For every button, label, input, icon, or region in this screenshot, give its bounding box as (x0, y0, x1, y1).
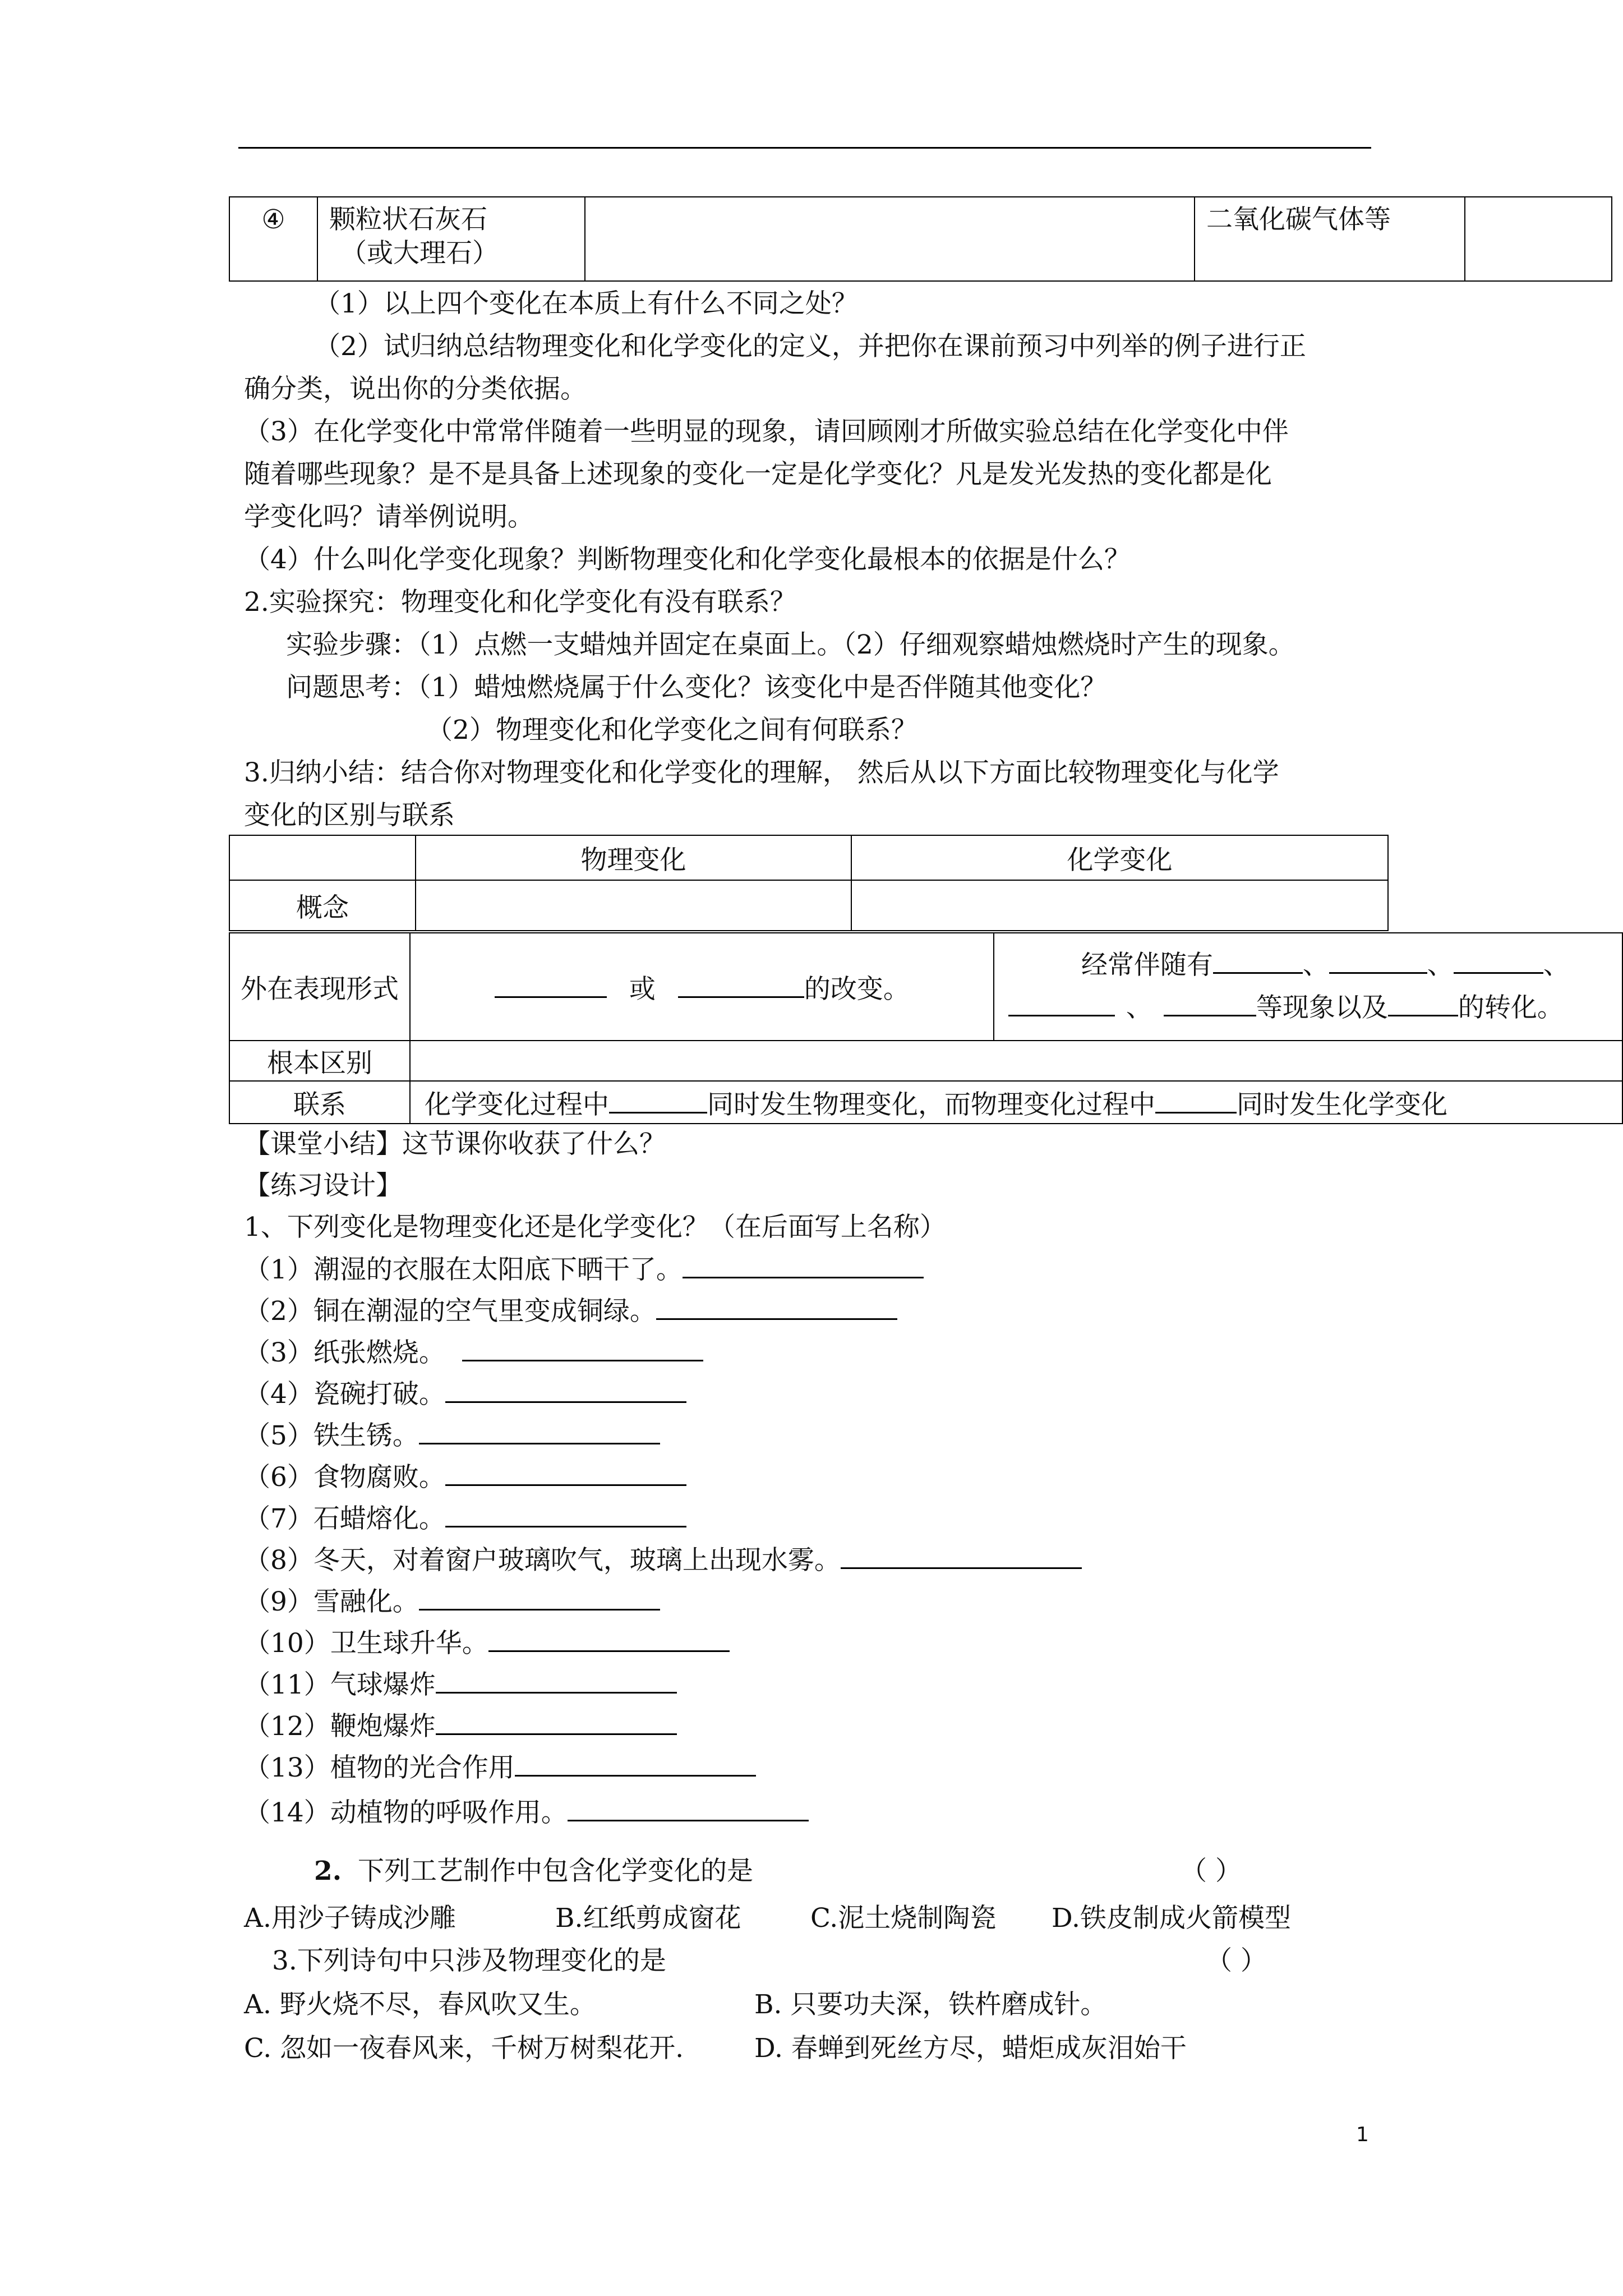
question-3-line3: 学变化吗？请举例说明。 (244, 501, 534, 532)
answer-blank[interactable] (419, 1418, 660, 1444)
q2-text: 下列工艺制作中包含化学变化的是 (358, 1856, 754, 1887)
experiment-steps: 实验步骤：（1）点燃一支蜡烛并固定在桌面上。（2）仔细观察蜡烛燃烧时产生的现象。 (286, 629, 1295, 660)
blank-form-physical-2[interactable] (678, 972, 804, 998)
q1-item-11: （11）气球爆炸 (244, 1667, 677, 1702)
top-table (229, 196, 1612, 282)
link-part1: 化学变化过程中 (424, 1089, 609, 1120)
blank-form-physical-1[interactable] (495, 972, 607, 998)
q2-line (314, 1855, 753, 1888)
page-number: 1 (1356, 2123, 1369, 2146)
question-3-line2: 随着哪些现象？是不是具备上述现象的变化一定是化学变化？凡是发光发热的变化都是化 (244, 459, 1272, 490)
q3-option-c[interactable]: C. 忽如一夜春风来，千树万树梨花开. (244, 2033, 684, 2064)
q2-option-a[interactable]: A.用沙子铸成沙雕 (244, 1903, 456, 1934)
summary-title-line1: 3.归纳小结：结合你对物理变化和化学变化的理解， 然后从以下方面比较物理变化与化学 (244, 757, 1279, 788)
answer-blank[interactable] (462, 1335, 703, 1361)
experiment-title: 2.实验探究：物理变化和化学变化有没有联系？ (244, 587, 796, 618)
answer-blank[interactable] (683, 1252, 924, 1278)
row-concept: 概念 (229, 880, 416, 931)
q1-item-3: （3）纸张燃烧。 (244, 1335, 703, 1370)
col-physical: 物理变化 (416, 835, 851, 880)
q1-item-2: （2）铜在潮湿的空气里变成铜绿。 (244, 1294, 897, 1328)
material-line1: 颗粒状石灰石 (329, 204, 487, 235)
compare-table-bottom (229, 932, 1623, 1124)
header-rule (238, 147, 1371, 149)
form-physical-end: 的改变。 (804, 973, 910, 1005)
q3-option-b[interactable]: B. 只要功夫深，铁杵磨成针。 (754, 1989, 1107, 2020)
sep-1: 、 (1302, 950, 1329, 981)
answer-blank[interactable] (445, 1460, 686, 1486)
q1-item-13: （13）植物的光合作用 (244, 1750, 756, 1785)
sep-3: 、 (1543, 950, 1570, 981)
q1-item-5: （5）铁生锈。 (244, 1418, 660, 1453)
answer-blank[interactable] (841, 1543, 1082, 1569)
question-4: （4）什么叫化学变化现象？判断物理变化和化学变化最根本的依据是什么？ (244, 544, 1131, 575)
material-line2: （或大理石） (340, 238, 499, 269)
answer-blank[interactable] (445, 1377, 686, 1403)
blank-chem-4[interactable] (1008, 990, 1115, 1016)
form-or: 或 (629, 973, 656, 1005)
row-link: 联系 (229, 1081, 410, 1124)
q3-answer-paren[interactable]: （ ） (1206, 1945, 1267, 1976)
q2-num: 2. (314, 1856, 342, 1887)
q1-item-8: （8）冬天，对着窗户玻璃吹气，玻璃上出现水雾。 (244, 1543, 1082, 1577)
answer-blank[interactable] (436, 1667, 677, 1694)
answer-blank[interactable] (656, 1294, 897, 1320)
blank-chem-6[interactable] (1388, 990, 1458, 1016)
q1-item-7: （7）石蜡熔化。 (244, 1501, 686, 1536)
q1-item-6: （6）食物腐败。 (244, 1460, 686, 1494)
answer-blank[interactable] (488, 1626, 730, 1652)
q1-item-4: （4）瓷碗打破。 (244, 1377, 686, 1411)
q2-option-b[interactable]: B.红纸剪成窗花 (555, 1903, 741, 1934)
blank-chem-5[interactable] (1164, 990, 1256, 1016)
q2-option-d[interactable]: D.铁皮制成火箭模型 (1052, 1903, 1291, 1934)
blank-link-2[interactable] (1155, 1087, 1237, 1114)
form-chem-end: 的转化。 (1458, 992, 1564, 1023)
answer-blank[interactable] (515, 1750, 756, 1777)
thinking-q2: （2）物理变化和化学变化之间有何联系？ (426, 715, 917, 746)
summary-title-line2: 变化的区别与联系 (244, 800, 455, 831)
q3-text: 3.下列诗句中只涉及物理变化的是 (272, 1945, 666, 1976)
question-3-line1: （3）在化学变化中常常伴随着一些明显的现象，请回顾刚才所做实验总结在化学变化中伴 (244, 416, 1289, 447)
link-part2: 同时发生物理变化，而物理变化过程中 (707, 1089, 1155, 1120)
answer-blank[interactable] (436, 1709, 677, 1735)
row-diff: 根本区别 (229, 1041, 410, 1081)
q1-item-1: （1）潮湿的衣服在太阳底下晒干了。 (244, 1252, 924, 1287)
row-number: ④ (261, 204, 285, 235)
form-chem-mid: 等现象以及 (1256, 992, 1388, 1023)
blank-link-1[interactable] (609, 1087, 707, 1114)
q3-option-d[interactable]: D. 春蝉到死丝方尽，蜡炬成灰泪始干 (754, 2033, 1187, 2064)
link-part3: 同时发生化学变化 (1236, 1089, 1447, 1120)
answer-blank[interactable] (419, 1584, 660, 1611)
blank-chem-2[interactable] (1329, 947, 1427, 974)
question-2-line2: 确分类，说出你的分类依据。 (244, 374, 587, 404)
q3-option-a[interactable]: A. 野火烧不尽，春风吹又生。 (244, 1989, 596, 2020)
practice-header: 【练习设计】 (244, 1170, 402, 1201)
question-1: （1）以上四个变化在本质上有什么不同之处？ (314, 288, 858, 319)
form-chem-start: 经常伴随有 (1081, 950, 1213, 981)
answer-blank[interactable] (568, 1795, 809, 1821)
q2-option-c[interactable]: C.泥土烧制陶瓷 (810, 1903, 997, 1934)
answer-blank[interactable] (445, 1501, 686, 1527)
q1-item-14: （14）动植物的呼吸作用。 (244, 1795, 809, 1830)
q1-title: 1、下列变化是物理变化还是化学变化？（在后面写上名称） (244, 1212, 946, 1243)
compare-table-top (229, 835, 1389, 931)
thinking-q1: 问题思考：（1）蜡烛燃烧属于什么变化？该变化中是否伴随其他变化？ (286, 672, 1107, 703)
blank-chem-1[interactable] (1213, 947, 1303, 974)
q1-item-9: （9）雪融化。 (244, 1584, 660, 1619)
class-summary: 【课堂小结】这节课你收获了什么？ (244, 1129, 666, 1159)
question-2-line1: （2）试归纳总结物理变化和化学变化的定义，并把你在课前预习中列举的例子进行正 (314, 331, 1306, 362)
col-chemical: 化学变化 (851, 835, 1388, 880)
phenomenon-cell: 二氧化碳气体等 (1206, 204, 1391, 235)
row-form: 外在表现形式 (229, 933, 410, 1041)
q2-answer-paren[interactable]: （ ） (1181, 1856, 1242, 1887)
sep-2: 、 (1427, 950, 1454, 981)
q1-item-12: （12）鞭炮爆炸 (244, 1709, 677, 1743)
sep-4: 、 (1126, 992, 1152, 1023)
q1-item-10: （10）卫生球升华。 (244, 1626, 730, 1660)
blank-chem-3[interactable] (1454, 947, 1543, 974)
